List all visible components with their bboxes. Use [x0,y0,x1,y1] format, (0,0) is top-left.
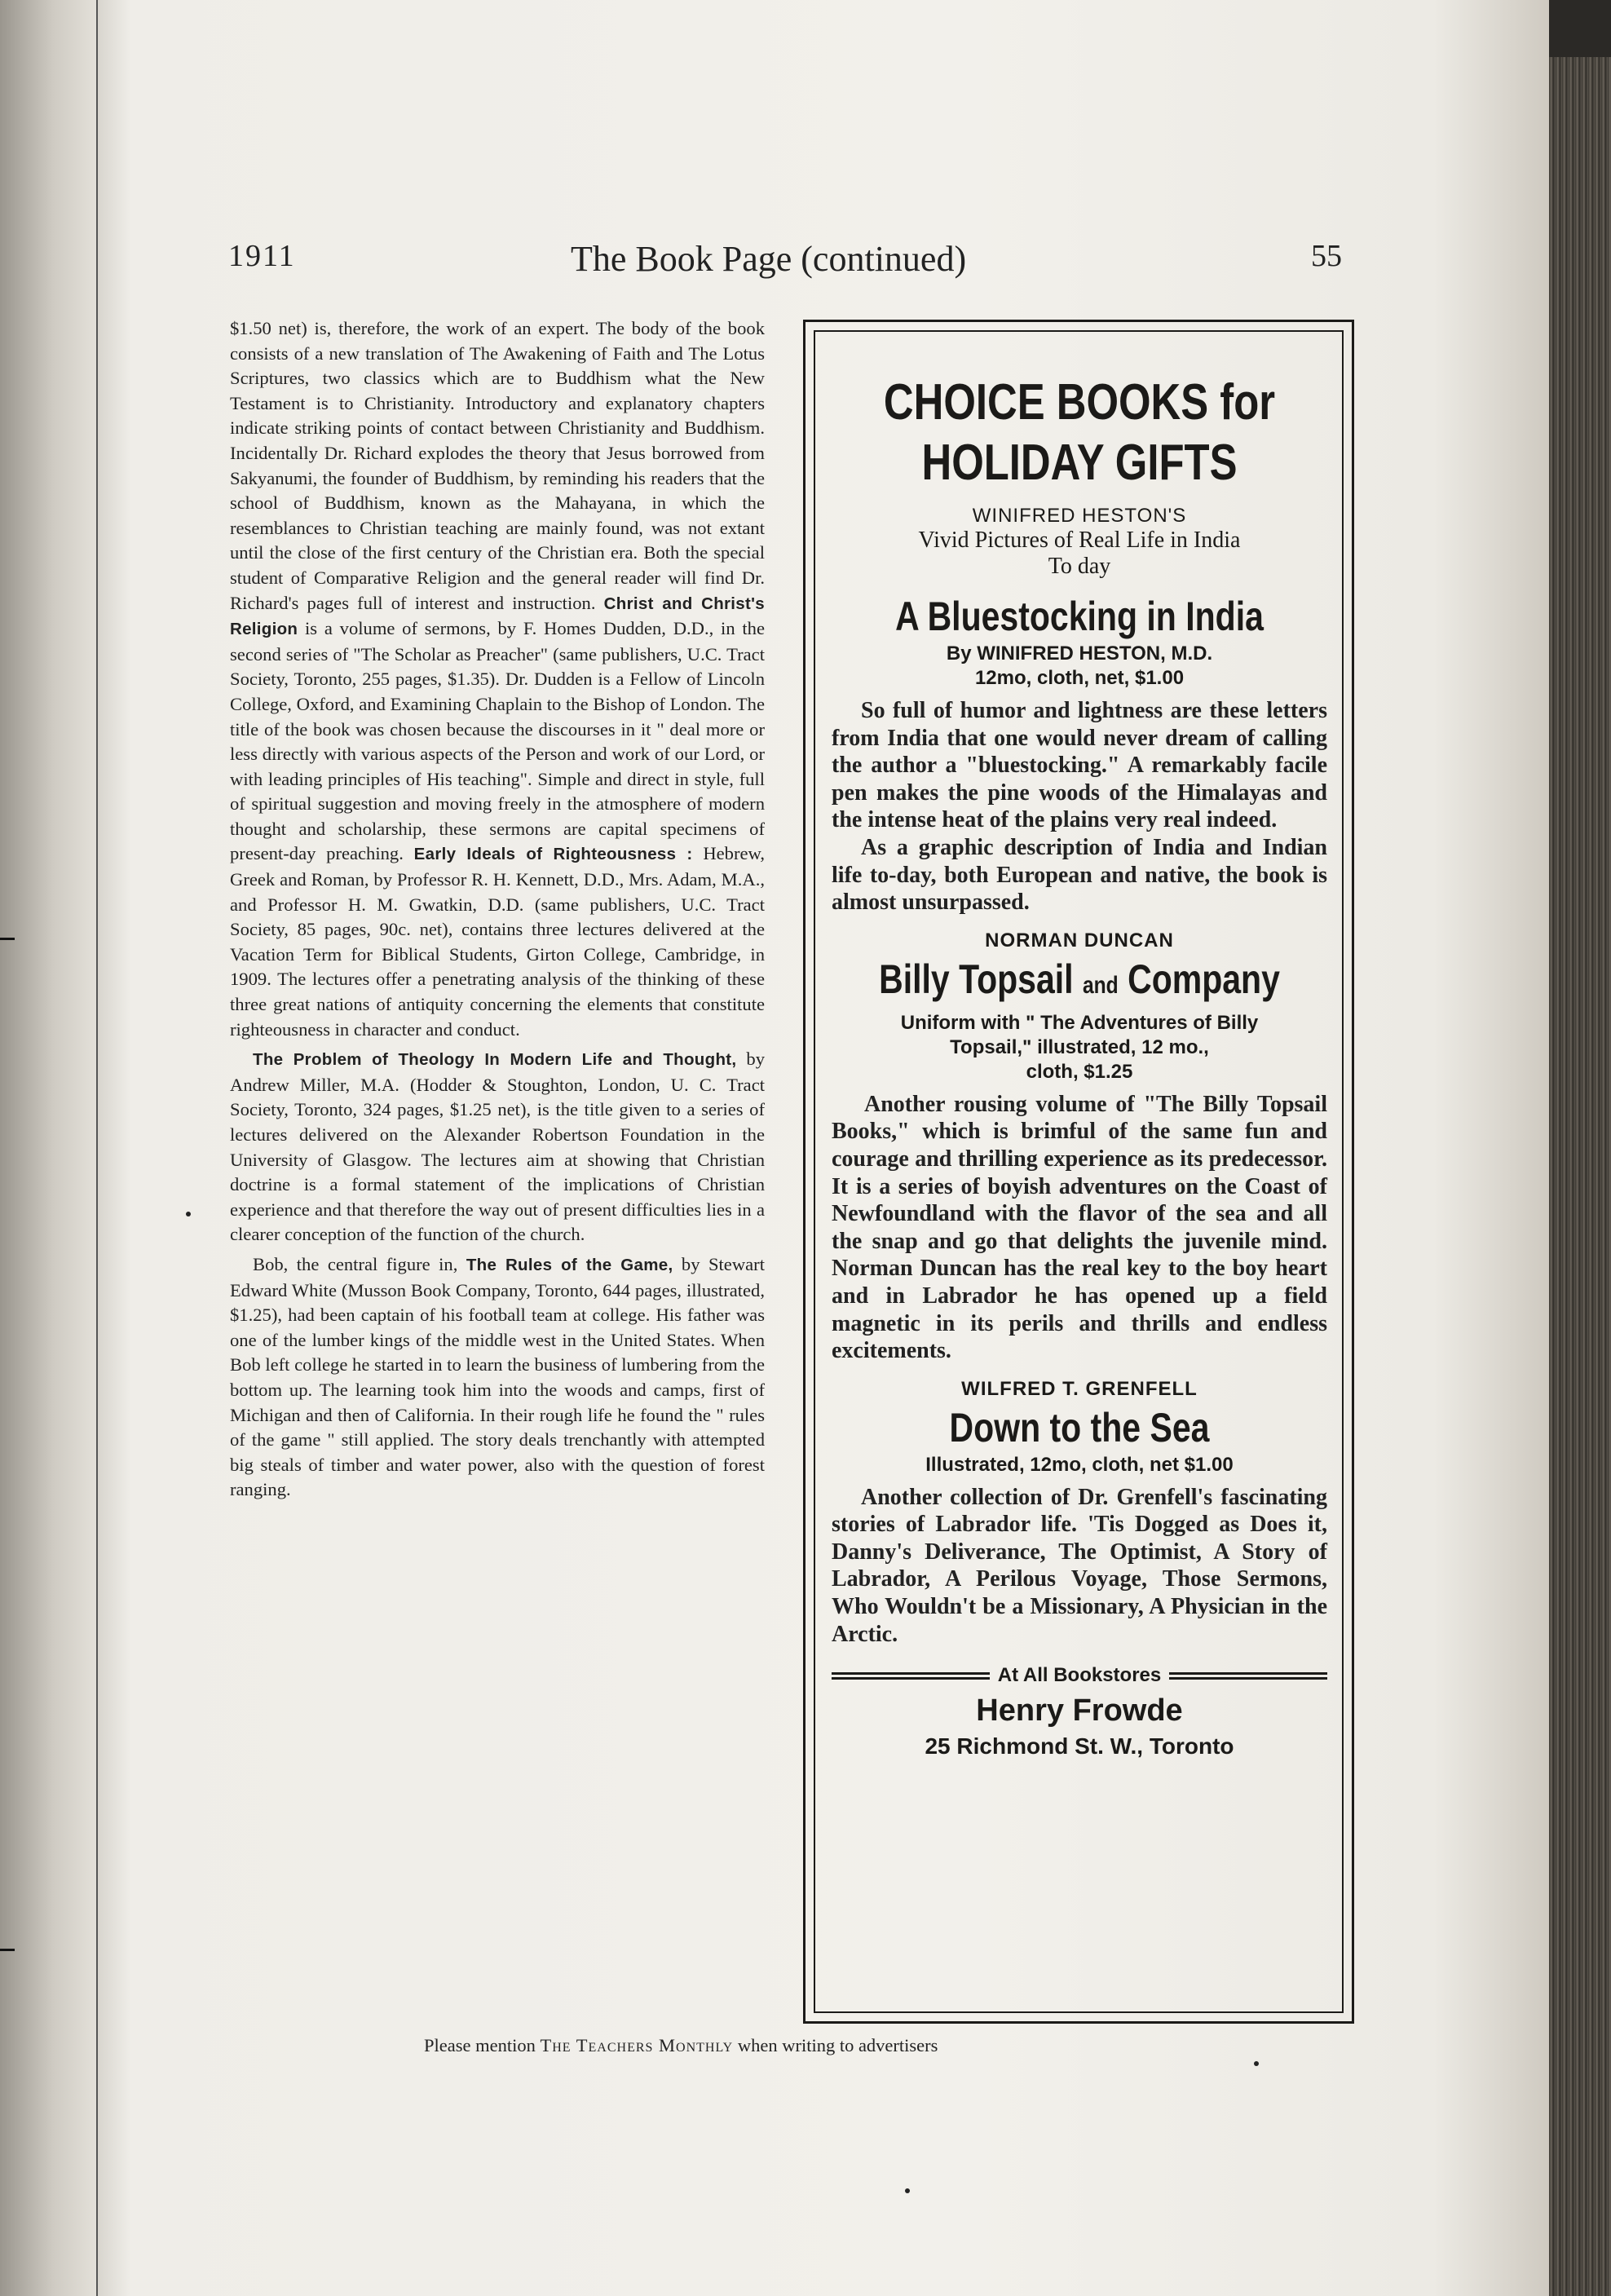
scan-speck [905,2188,910,2193]
book-review-column [230,316,765,1503]
book2-title: Billy Topsail and Company [879,956,1280,1002]
book1-subtitle: Vivid Pictures of Real Life in India [918,528,1241,553]
running-header-year: 1911 [228,239,296,273]
advertisement-box [803,320,1354,2024]
book1-description: So full of humor and lightness are these letters from India that one would never dream of calling the author a "bluestocking." A remarkably facile pen makes the pine woods of the Himalayas and the intense heat of the plains very real indeed. [832,698,1327,833]
book3-title: Down to the Sea [949,1404,1210,1450]
availability-row [832,1664,1327,1687]
book3-description: Another collection of Dr. Grenfell's fascinating stories of Labrador life. 'Tis Dogged as Does it, Danny's Deliverance, The Optimist, A Story of Labrador, A Perilous Voyage, Those Sermons, Who Wouldn't be a Missionary, A Physician in the Arctic. [832,1484,1327,1647]
double-rule-right [1169,1672,1327,1680]
ad-headline: CHOICE BOOKS for [883,374,1276,430]
book2-description: Another rousing volume of "The Billy Topsail Books," which is brimful of the same fun and courage and thrilling experience as its predecessor. It is a series of boyish adventures on the Coast of Newfoundland with the flavor of the sea and all the snap and go that delights the juvenile mind. Norman Duncan has the real key to the boy heart and in Labrador he has opened up a field magnetic in its perils and thrills and endless excitements. [832,1091,1327,1364]
book-title-problem-theology: The Problem of Theology In Modern Life and Thought, [253,1050,737,1070]
page-stack-edge [1549,57,1611,2296]
publisher-name: Henry Frowde [976,1693,1183,1729]
book1-subtitle-2: To day [1048,554,1111,579]
book3-author: WILFRED T. GRENFELL [961,1377,1198,1400]
book2-format: Uniform with " The Adventures of Billy [900,1011,1259,1034]
availability-label: At All Bookstores [997,1664,1162,1687]
book1-format: 12mo, cloth, net, $1.00 [974,667,1185,689]
book2-format-2: Topsail," illustrated, 12 mo., [950,1035,1209,1058]
book1-byline: By WINIFRED HESTON, M.D. [946,642,1213,665]
book-title-christ-religion: Christ and Christ's Religion [230,594,765,639]
book1-author: WINIFRED HESTON'S [972,505,1187,527]
advertisement-content [832,322,1327,1760]
page-number: 55 [1311,239,1342,273]
scan-speck [1254,2061,1259,2066]
book2-format-3: cloth, $1.25 [1026,1060,1133,1083]
book1-title: A Bluestocking in India [895,594,1264,639]
magazine-name: The Teachers Monthly [540,2035,734,2055]
footer-note: Please mention The Teachers Monthly when writing to advertisers [424,2035,938,2055]
book3-format: Illustrated, 12mo, cloth, net $1.00 [925,1453,1234,1476]
book-title-rules-game: The Rules of the Game, [466,1255,673,1274]
book-title-early-ideals: Early Ideals of Righteousness : [413,845,693,864]
running-header-title: The Book Page (continued) [571,239,967,279]
publisher-address: 25 Richmond St. W., Toronto [925,1733,1234,1760]
review-paragraph: $1.50 net) is, therefore, the work of an expert. The body of the book consists of a new translation of The Awakening of Faith and The Lotus Scriptures, two classics which are to Buddhism what the New Testament is to Christianity. Introductory and explanatory chapters indicate striking points of contact between Christianity and Buddhism. Incidentally Dr. Richard explodes the theory that Jesus borrowed from Sakyanumi, the founder of Buddhism, by reminding his readers that the school of Buddhism, known as the Mahayana, in which the resemblances to Christian teaching are mainly found, was not extant until the close of the first century of the Christian era. Both the special student of Comparative Religion and the general reader will find Dr. Richard's pages full of interest and instruction. Christ and Christ's Religion is a volume of sermons, by F. Homes Dudden, D.D., in the second series of "The Scholar as Preacher" (same publishers, U.C. Tract Society, Toronto, 255 pages, $1.35). Dr. Dudden is a Fellow of Lincoln College, Oxford, and Examining Chaplain to the Bishop of London. The title of the book was chosen because the discourses in it " deal more or less directly with various aspects of the Person and work of our Lord, or with leading principles of His teaching". Simple and direct in style, full of spiritual suggestion and moving freely in the atmosphere of modern thought and scholarship, these sermons are capital specimens of present-day preaching. Early Ideals of Righteousness : Hebrew, Greek and Roman, by Professor R. H. Kennett, D.D., Mrs. Adam, M.A., and Professor H. M. Gwatkin, D.D. (same publishers, U.C. Tract Society, 85 pages, 90c. net), contains three lectures delivered at the Vacation Term for Biblical Students, Girton College, Cambridge, in 1909. The lectures offer a penetrating analysis of the thinking of these three great nations of antiquity concerning the elements that constitute righteousness in character and conduct. [230,318,766,1040]
book1-description-2: As a graphic description of India and Indian life to-day, both European and native, the book is almost unsurpassed. [832,834,1327,916]
review-paragraph: The Problem of Theology In Modern Life and Thought, by Andrew Miller, M.A. (Hodder & Stoughton, London, U. C. Tract Society, Toronto, 324 pages, $1.25 net), is the title given to a series of lectures delivered on the Alexander Robertson Foundation in the University of Glasgow. The lectures aim at showing that Christian doctrine is a formal statement of the implications of Christian experience and that therefore the way out of present difficulties lies in a clearer conception of the function of the church. [230,1049,766,1245]
review-paragraph: Bob, the central figure in, The Rules of the Game, by Stewart Edward White (Musson Book Company, Toronto, 644 pages, illustrated, $1.25), had been captain of his football team at college. His father was one of the lumber kings of the middle west in the United States. When Bob left college he started in to learn the business of lumbering from the bottom up. The learning took him into the woods and camps, first of Michigan and then of California. In their rough life he found the " rules of the game " still applied. The story deals trenchantly with attempted big steals of timber and water power, also with the question of forest ranging. [230,1253,765,1500]
scan-speck [186,1212,191,1216]
ad-headline-2: HOLIDAY GIFTS [921,435,1238,491]
double-rule-left [832,1672,990,1680]
book2-author: NORMAN DUNCAN [985,929,1174,952]
facing-page-edge [0,0,98,2296]
